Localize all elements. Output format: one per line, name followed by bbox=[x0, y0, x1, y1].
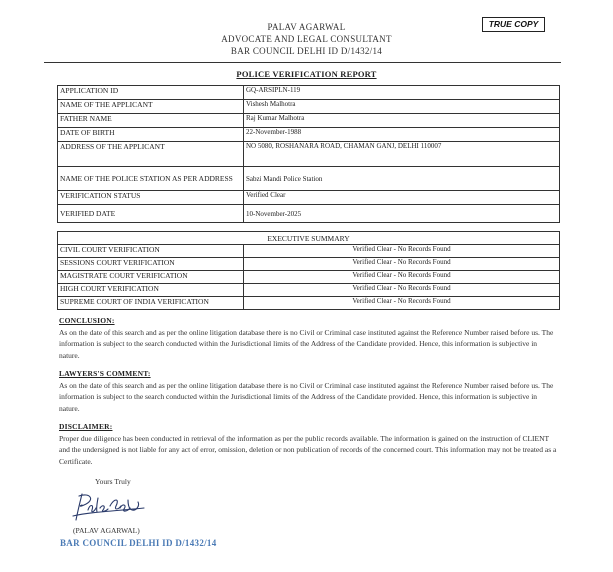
court-label: MAGISTRATE COURT VERIFICATION bbox=[58, 271, 244, 284]
court-result: Verified Clear - No Records Found bbox=[244, 271, 560, 284]
executive-summary-title: EXECUTIVE SUMMARY bbox=[58, 232, 560, 245]
report-title: POLICE VERIFICATION REPORT bbox=[236, 69, 377, 79]
disclaimer-section bbox=[59, 421, 559, 467]
court-label: SESSIONS COURT VERIFICATION bbox=[58, 258, 244, 271]
detail-value: Raj Kumar Malhotra bbox=[244, 114, 560, 128]
table-row bbox=[58, 205, 560, 223]
table-row bbox=[58, 142, 560, 167]
court-label: HIGH COURT VERIFICATION bbox=[58, 284, 244, 297]
detail-label: FATHER NAME bbox=[58, 114, 244, 128]
summary-header-row bbox=[58, 232, 560, 245]
lawyers-comment-text: As on the date of this search and as per the online litigation database there is no Civil or Criminal case instituted against the Reference Number raised before us. The information is subject to the search conducted within the Jurisdictional limits of the Address of the Candidate provided. Hence, this information is subjective in nature. bbox=[59, 380, 554, 413]
table-row bbox=[58, 86, 560, 100]
disclaimer-heading: DISCLAIMER: bbox=[59, 422, 113, 431]
court-result: Verified Clear - No Records Found bbox=[244, 258, 560, 271]
court-label: SUPREME COURT OF INDIA VERIFICATION bbox=[58, 297, 244, 310]
court-result: Verified Clear - No Records Found bbox=[244, 297, 560, 310]
detail-label: APPLICATION ID bbox=[58, 86, 244, 100]
applicant-details-table bbox=[57, 85, 560, 223]
court-result: Verified Clear - No Records Found bbox=[244, 245, 560, 258]
disclaimer-text: Proper due diligence has been conducted in retrieval of the information as per the public records available. The information is gained on the instruction of CLIENT and the undersigned is not liable for any act of error, omission, deletion or non publication of records of the concerned court. This information may not be treated as a Certificate. bbox=[59, 433, 557, 466]
detail-value: Vishesh Malhotra bbox=[244, 100, 560, 114]
detail-label: DATE OF BIRTH bbox=[58, 128, 244, 142]
table-row bbox=[58, 100, 560, 114]
lawyers-comment-section bbox=[59, 368, 559, 414]
detail-value: Sabzi Mandi Police Station bbox=[244, 167, 560, 191]
table-row bbox=[58, 271, 560, 284]
detail-label: VERIFIED DATE bbox=[58, 205, 244, 223]
detail-value: NO 5080, ROSHANARA ROAD, CHAMAN GANJ, DELHI 110007 bbox=[244, 142, 560, 167]
advocate-designation: ADVOCATE AND LEGAL CONSULTANT bbox=[221, 34, 392, 44]
yours-truly: Yours Truly bbox=[95, 477, 131, 486]
court-label: CIVIL COURT VERIFICATION bbox=[58, 245, 244, 258]
table-row bbox=[58, 128, 560, 142]
lawyers-comment-heading: LAWYERS'S COMMENT: bbox=[59, 369, 151, 378]
conclusion-text: As on the date of this search and as per the online litigation database there is no Civil or Criminal case instituted against the Reference Number raised before us. The information is subject to the search conducted within the Jurisdictional limits of the Address of the Candidate provided. Hence, this information is subjective in nature. bbox=[59, 327, 554, 360]
detail-value: GQ-ARSIPLN-119 bbox=[244, 86, 560, 100]
table-row bbox=[58, 284, 560, 297]
detail-label: VERIFICATION STATUS bbox=[58, 191, 244, 205]
signatory-bar-council-id: BAR COUNCIL DELHI ID D/1432/14 bbox=[60, 538, 217, 548]
table-row bbox=[58, 191, 560, 205]
detail-value: 10-November-2025 bbox=[244, 205, 560, 223]
detail-value: 22-November-1988 bbox=[244, 128, 560, 142]
signatory-name: (PALAV AGARWAL) bbox=[73, 526, 140, 535]
table-row bbox=[58, 297, 560, 310]
table-row bbox=[58, 167, 560, 191]
executive-summary-table bbox=[57, 231, 560, 310]
handwritten-signature-icon bbox=[70, 490, 150, 526]
table-row bbox=[58, 114, 560, 128]
detail-label: NAME OF THE APPLICANT bbox=[58, 100, 244, 114]
table-row bbox=[58, 245, 560, 258]
true-copy-stamp: TRUE COPY bbox=[482, 17, 545, 32]
conclusion-heading: CONCLUSION: bbox=[59, 316, 115, 325]
table-row bbox=[58, 258, 560, 271]
header-divider bbox=[44, 62, 561, 63]
detail-label: NAME OF THE POLICE STATION AS PER ADDRESS bbox=[58, 167, 244, 191]
letterhead-bar-council-id: BAR COUNCIL DELHI ID D/1432/14 bbox=[230, 46, 383, 56]
detail-value: Verified Clear bbox=[244, 191, 560, 205]
advocate-name: PALAV AGARWAL bbox=[267, 22, 346, 32]
detail-label: ADDRESS OF THE APPLICANT bbox=[58, 142, 244, 167]
court-result: Verified Clear - No Records Found bbox=[244, 284, 560, 297]
conclusion-section bbox=[59, 315, 559, 361]
